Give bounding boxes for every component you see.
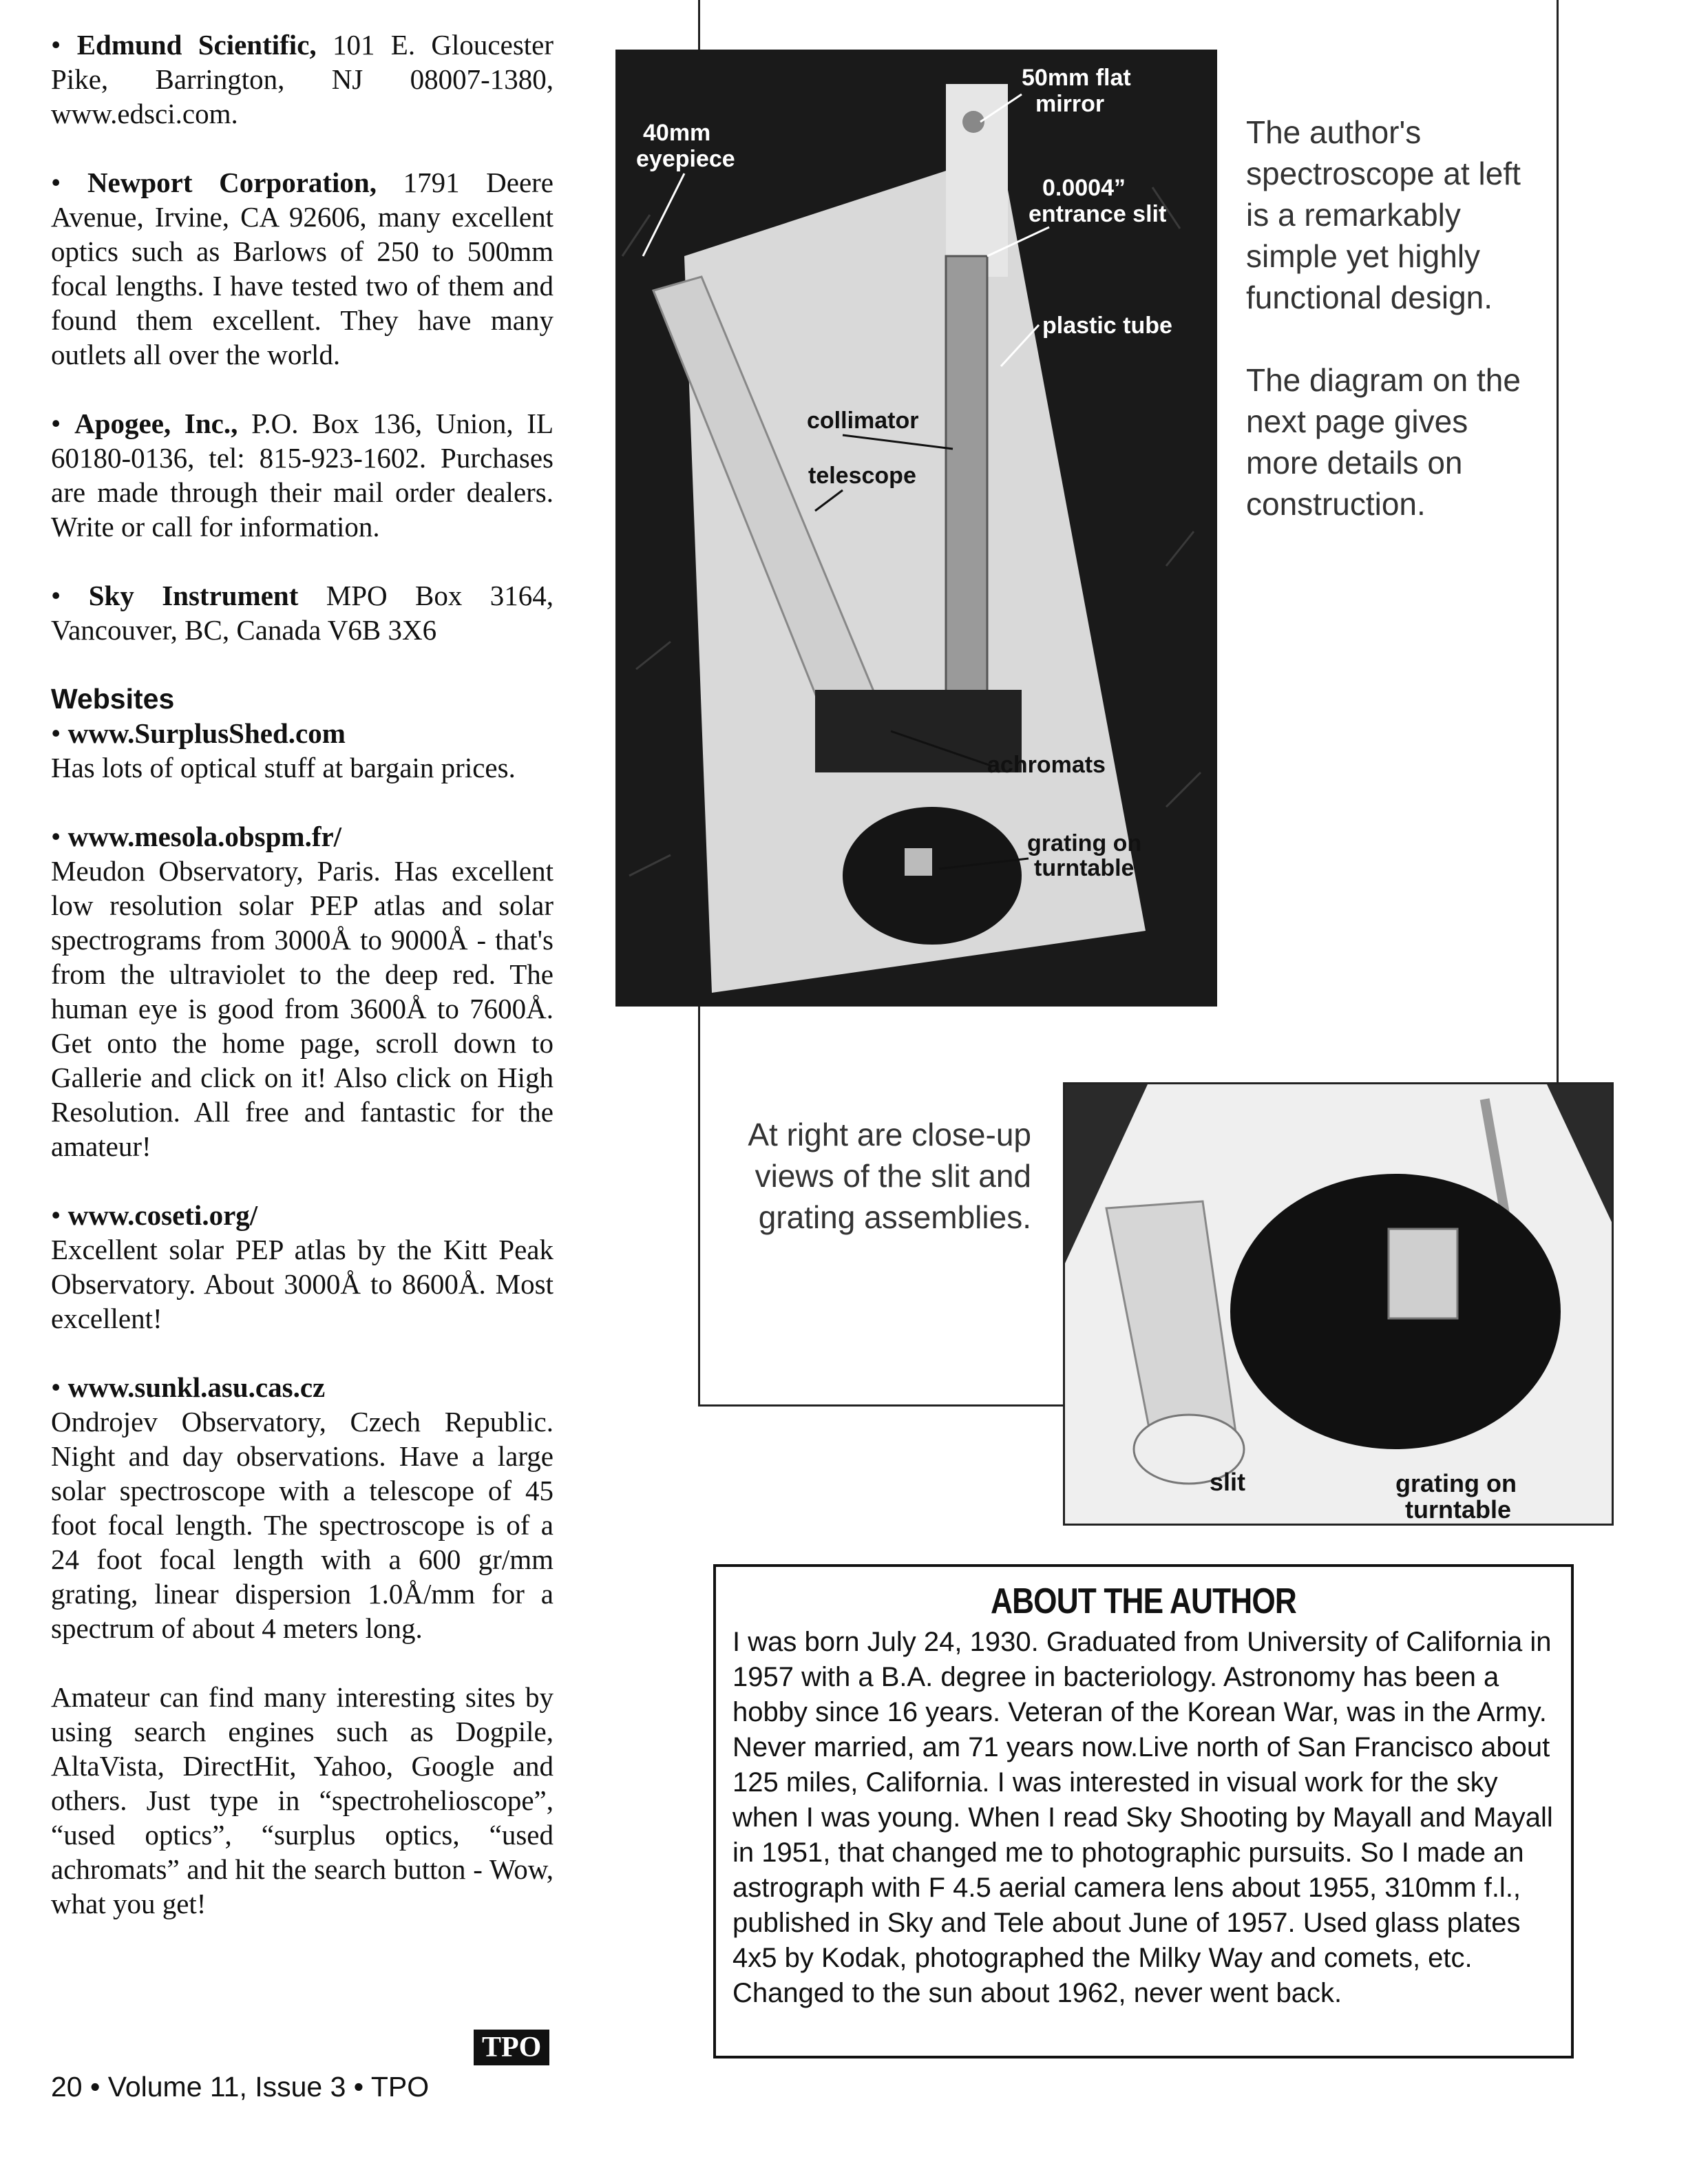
caption-main-b: The diagram on the next page gives more details on construction. [1246,362,1521,522]
page-footer: 20 • Volume 11, Issue 3 • TPO [51,2071,430,2103]
tpo-badge: TPO [474,2030,549,2065]
website-entry: • www.sunkl.asu.cas.cz Ondrojev Observatory, Czech Republic. Night and day observations. Have a large solar spectroscope with a telescope of 45 foot focal length. The spectroscope is of a 24 foot focal length with a 600 gr/mm grating, linear dispersion 1.0Å/mm for a spectrum of about 4 meters long. [51,1371,553,1644]
supplier-name: Apogee, Inc., [74,408,238,439]
website-entry: • www.mesola.obspm.fr/ Meudon Observatory, Paris. Has excellent low resolution solar PEP atlas and solar spectrograms from 3000Å to 9000Å - that's from the ultraviolet to the deep red. The human eye is good from 3600Å to 7600Å. Get onto the home page, scroll down to Gallerie and click on it! Also click on High Resolution. All free and fantastic for the amateur! [51,821,553,1162]
website-entry: • www.coseti.org/ Excellent solar PEP atlas by the Kitt Peak Observatory. About 3000Å to 8600Å. Most excellent! [51,1199,553,1334]
left-column [51,28,553,1955]
supplier-text: P.O. Box 136, Union, IL 60180-0136, tel: 815-923-1602. Purchases are made through their mail order dealers. Write or call for information. [51,408,554,543]
label-collimator: collimator [807,408,919,434]
supplier-entry: • Sky Instrument MPO Box 3164, Vancouver, BC, Canada V6B 3X6 [51,580,554,646]
label-grating-close-2: turntable [1405,1495,1512,1524]
supplier-text: MPO Box 3164, Vancouver, BC, Canada V6B 3X6 [51,580,554,646]
website-text: Ondrojev Observatory, Czech Republic. Night and day observations. Have a large solar spectroscope with a telescope of 45 foot focal length. The spectroscope is of a 24 foot focal length with a 600 gr/mm grating, linear dispersion 1.0Å/mm for a spectrum of about 4 meters long. [51,1406,553,1644]
supplier-entry: • Newport Corporation, 1791 Deere Avenue, Irvine, CA 92606, many excellent optics such as Barlows of 250 to 500mm focal lengths. I have tested two of them and found them excellent. They have many outlets all over the world. [51,167,553,370]
label-mirror-1: 50mm flat [1022,65,1131,91]
website-url: www.SurplusShed.com [67,717,346,749]
website-url: www.mesola.obspm.fr/ [67,821,342,852]
supplier-entry: • Edmund Scientific, 101 E. Gloucester Pike, Barrington, NJ 08007-1380, www.edsci.com. [51,29,554,129]
website-text: Has lots of optical stuff at bargain prices. [51,752,516,783]
caption-main [1246,112,1521,525]
about-author-title: ABOUT THE AUTHOR [991,1581,1296,1621]
label-achromats: achromats [987,752,1106,778]
website-text: Meudon Observatory, Paris. Has excellent low resolution solar PEP atlas and solar spectrograms from 3000Å to 9000Å - that's from the ultraviolet to the deep red. The human eye is good from 3600Å to 7600Å. Get onto the home page, scroll down to Gallerie and click on it! Also click on High Resolution. All free and fantastic for the amateur! [51,855,553,1162]
about-author-box [713,1564,1574,2058]
supplier-entry: • Apogee, Inc., P.O. Box 136, Union, IL 60180-0136, tel: 815-923-1602. Purchases are made through their mail order dealers. Write or call for information. [51,408,554,543]
about-author-text: I was born July 24, 1930. Graduated from University of California in 1957 with a B.A. degree in bacteriology. Astronomy has been a hobby since 16 years. Veteran of the Korean War, was in the Army. Never married, am 71 years now.Live north of San Francisco about 125 miles, California. I was interested in visual work for the sky when I was young. When I read Sky Shooting by Mayall and Mayall in 1951, that changed me to photographic pursuits. So I made an astrograph with F 4.5 aerial camera lens about 1955, 310mm f.l., published in Sky and Tele about June of 1957. Used glass plates 4x5 by Kodak, photographed the Milky Way and comets, etc. Changed to the sun about 1962, never went back. [732,1627,1553,2008]
supplier-name: Edmund Scientific, [76,29,317,61]
caption-main-a: The author's spectroscope at left is a remarkably simple yet highly functional design. [1246,114,1521,315]
website-url: www.coseti.org/ [67,1199,258,1231]
label-grating-2: turntable [1034,855,1135,881]
supplier-name: Sky Instrument [88,580,299,611]
label-eyepiece-2: eyepiece [636,146,735,172]
spectroscope-photo [615,50,1217,1007]
closing-paragraph: Amateur can find many interesting sites by using search engines such as Dogpile, AltaVista, DirectHit, Yahoo, Google and others. Just type in “spectrohelioscope”, “used optics”, “surplus optics, “used achromats” and hit the search button - Wow, what you get! [51,1681,553,1919]
label-mirror-2: mirror [1035,91,1105,117]
label-eyepiece-1: 40mm [643,120,711,146]
label-tube: plastic tube [1042,313,1172,339]
closeup-photo [1063,1082,1614,1526]
label-grating-close-1: grating on [1395,1469,1517,1497]
supplier-name: Newport Corporation, [87,167,377,198]
label-slit-close: slit [1210,1468,1246,1496]
label-slit-2: entrance slit [1029,201,1167,227]
label-telescope: telescope [808,463,916,489]
website-url: www.sunkl.asu.cas.cz [67,1371,326,1403]
website-entry: • www.SurplusShed.com Has lots of optical stuff at bargain prices. [51,717,516,783]
supplier-text: 1791 Deere Avenue, Irvine, CA 92606, many excellent optics such as Barlows of 250 to 500mm focal lengths. I have tested two of them and found them excellent. They have many outlets all over the world. [51,167,553,370]
supplier-text: 101 E. Gloucester Pike, Barrington, NJ 08007-1380, www.edsci.com. [51,29,554,129]
caption-closeup: At right are close-up views of the slit and grating assemblies. [748,1117,1031,1235]
website-text: Excellent solar PEP atlas by the Kitt Peak Observatory. About 3000Å to 8600Å. Most excellent! [51,1234,553,1334]
label-slit-1: 0.0004” [1042,175,1126,201]
websites-heading: Websites [51,683,175,715]
label-grating-1: grating on [1027,830,1142,856]
